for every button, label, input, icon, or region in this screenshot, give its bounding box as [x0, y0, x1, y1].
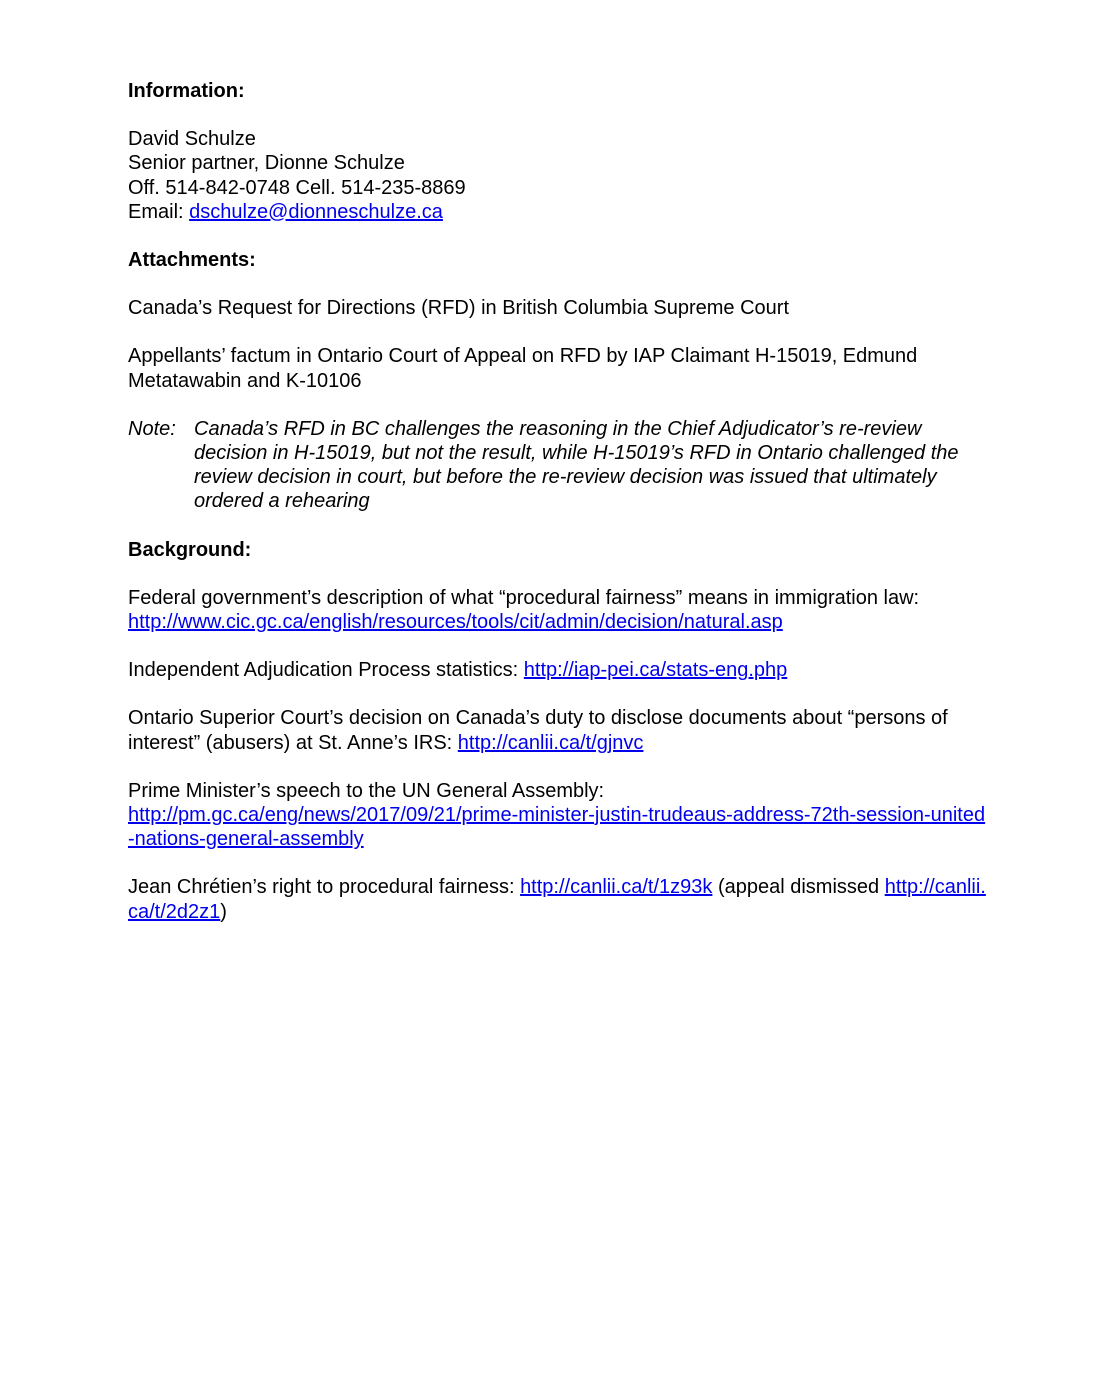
information-heading: Information:: [128, 80, 245, 102]
email-label: Email:: [128, 200, 190, 223]
background-item-text: Jean Chrétien’s right to procedural fairness:: [128, 876, 521, 899]
background-item-text: Ontario Superior Court’s decision on Canada’s duty to disclose documents about “persons of interest” (abusers) at St. Anne’s IRS:: [128, 707, 948, 754]
background-item-pm-speech: [128, 779, 988, 852]
attachment-note: [128, 417, 988, 514]
background-item-text: Independent Adjudication Process statistics:: [128, 659, 524, 682]
cic-link[interactable]: http://www.cic.gc.ca/english/resources/tools/cit/admin/decision/natural.asp: [128, 611, 783, 634]
attachment-item-rfd: Canada’s Request for Directions (RFD) in British Columbia Supreme Court: [128, 297, 789, 320]
background-item-procedural-fairness: [128, 586, 988, 634]
background-item-ontario-decision: [128, 706, 988, 754]
pm-speech-link[interactable]: http://pm.gc.ca/eng/news/2017/09/21/prime-minister-justin-trudeaus-address-72th-session-united-nations-general-assembly: [128, 804, 986, 851]
contact-phones: Off. 514-842-0748 Cell. 514-235-8869: [128, 176, 466, 199]
canlii-gjnvc-link[interactable]: http://canlii.ca/t/gjnvc: [457, 731, 644, 754]
background-heading: Background:: [128, 538, 252, 561]
background-item-text: Federal government’s description of what “procedural fairness” means in immigration law:: [128, 586, 920, 609]
background-item-text: Prime Minister’s speech to the UN General Assembly:: [128, 779, 605, 802]
email-link[interactable]: dschulze@dionneschulze.ca: [189, 200, 443, 223]
background-item-iap-stats: [128, 658, 988, 682]
contact-title: Senior partner, Dionne Schulze: [128, 152, 405, 175]
background-item-text: ): [220, 900, 227, 923]
contact-email-line: [128, 200, 988, 224]
note-text: Canada’s RFD in BC challenges the reasoning in the Chief Adjudicator’s re-review decision in H-15019, but not the result, while H-15019’s RFD in Ontario challenged the review decision in court, but before the re-review decision was issued that ultimately ordered a rehearing: [194, 417, 959, 513]
canlii-2d2z1-link[interactable]: http://canlii.ca/t/2d2z1: [128, 876, 986, 923]
document-page: [128, 79, 988, 924]
attachments-heading: Attachments:: [128, 249, 256, 272]
background-item-text: (appeal dismissed: [712, 876, 885, 899]
canlii-1z93k-link[interactable]: http://canlii.ca/t/1z93k: [520, 876, 713, 899]
note-label: Note:: [128, 417, 176, 440]
attachment-item-factum: Appellants’ factum in Ontario Court of Appeal on RFD by IAP Claimant H-15019, Edmund Metatawabin and K-10106: [128, 345, 918, 392]
background-item-chretien: [128, 875, 988, 923]
iap-stats-link[interactable]: http://iap-pei.ca/stats-eng.php: [523, 659, 788, 682]
contact-name: David Schulze: [128, 128, 256, 151]
